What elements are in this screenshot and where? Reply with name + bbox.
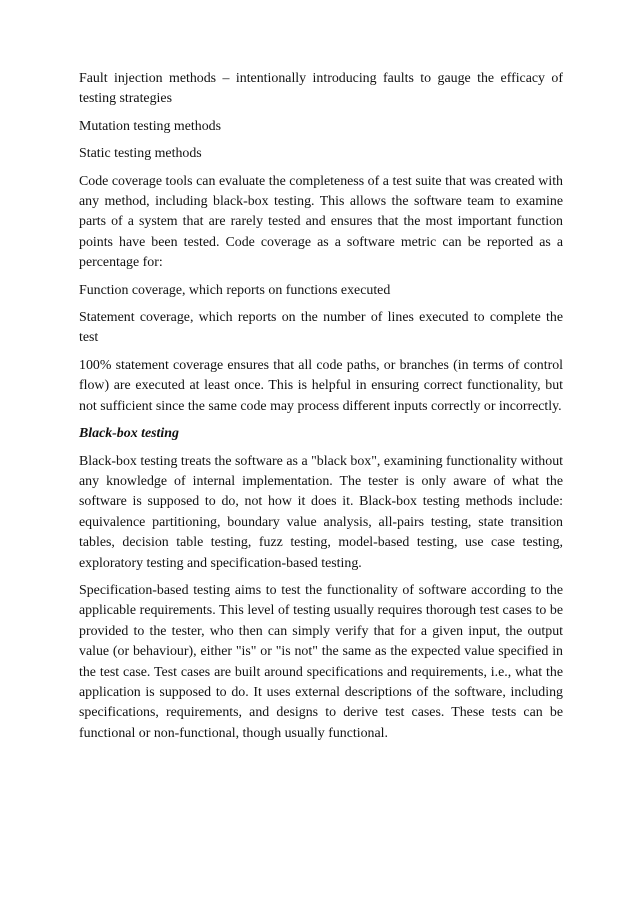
paragraph-fault-injection: Fault injection methods – intentionally introducing faults to gauge the efficacy of testing strategies (79, 71, 563, 107)
paragraph-function-coverage: Function coverage, which reports on functions executed (79, 282, 391, 298)
section-heading-black-box: Black-box testing (79, 426, 179, 442)
document-page (79, 69, 563, 751)
paragraph-specification-based-testing: Specification-based testing aims to test the functionality of software according to the applicable requirements. This level of testing usually requires thorough test cases to be provided to the tester, who then can simply verify that for a given input, the output value (or behaviour), either "is" or "is not" the same as the expected value specified in the test case. Test cases are built around specifications and requirements, i.e., what the application is supposed to do. It uses external descriptions of the software, including specifications, requirements, and designs to derive test cases. These tests can be functional or non-functional, though usually functional. (79, 582, 563, 741)
paragraph-code-coverage: Code coverage tools can evaluate the completeness of a test suite that was created with any method, including black-box testing. This allows the software team to examine parts of a system that are rarely tested and ensures that the most important function points have been tested. Code coverage as a software metric can be reported as a percentage for: (79, 173, 563, 271)
paragraph-mutation-testing: Mutation testing methods (79, 118, 221, 134)
paragraph-full-statement-coverage: 100% statement coverage ensures that all code paths, or branches (in terms of control flow) are executed at least once. This is helpful in ensuring correct functionality, but not sufficient since the same code may process different inputs correctly or incorrectly. (79, 357, 563, 414)
paragraph-static-testing: Static testing methods (79, 146, 202, 162)
paragraph-black-box-testing: Black-box testing treats the software as a "black box", examining functionality without any knowledge of internal implementation. The tester is only aware of what the software is supposed to do, not how it does it. Black-box testing methods include: equivalence partitioning, boundary value analysis, all-pairs testing, state transition tables, decision table testing, fuzz testing, model-based testing, use case testing, exploratory testing and specification-based testing. (79, 453, 563, 571)
paragraph-statement-coverage: Statement coverage, which reports on the number of lines executed to complete the test (79, 310, 563, 346)
